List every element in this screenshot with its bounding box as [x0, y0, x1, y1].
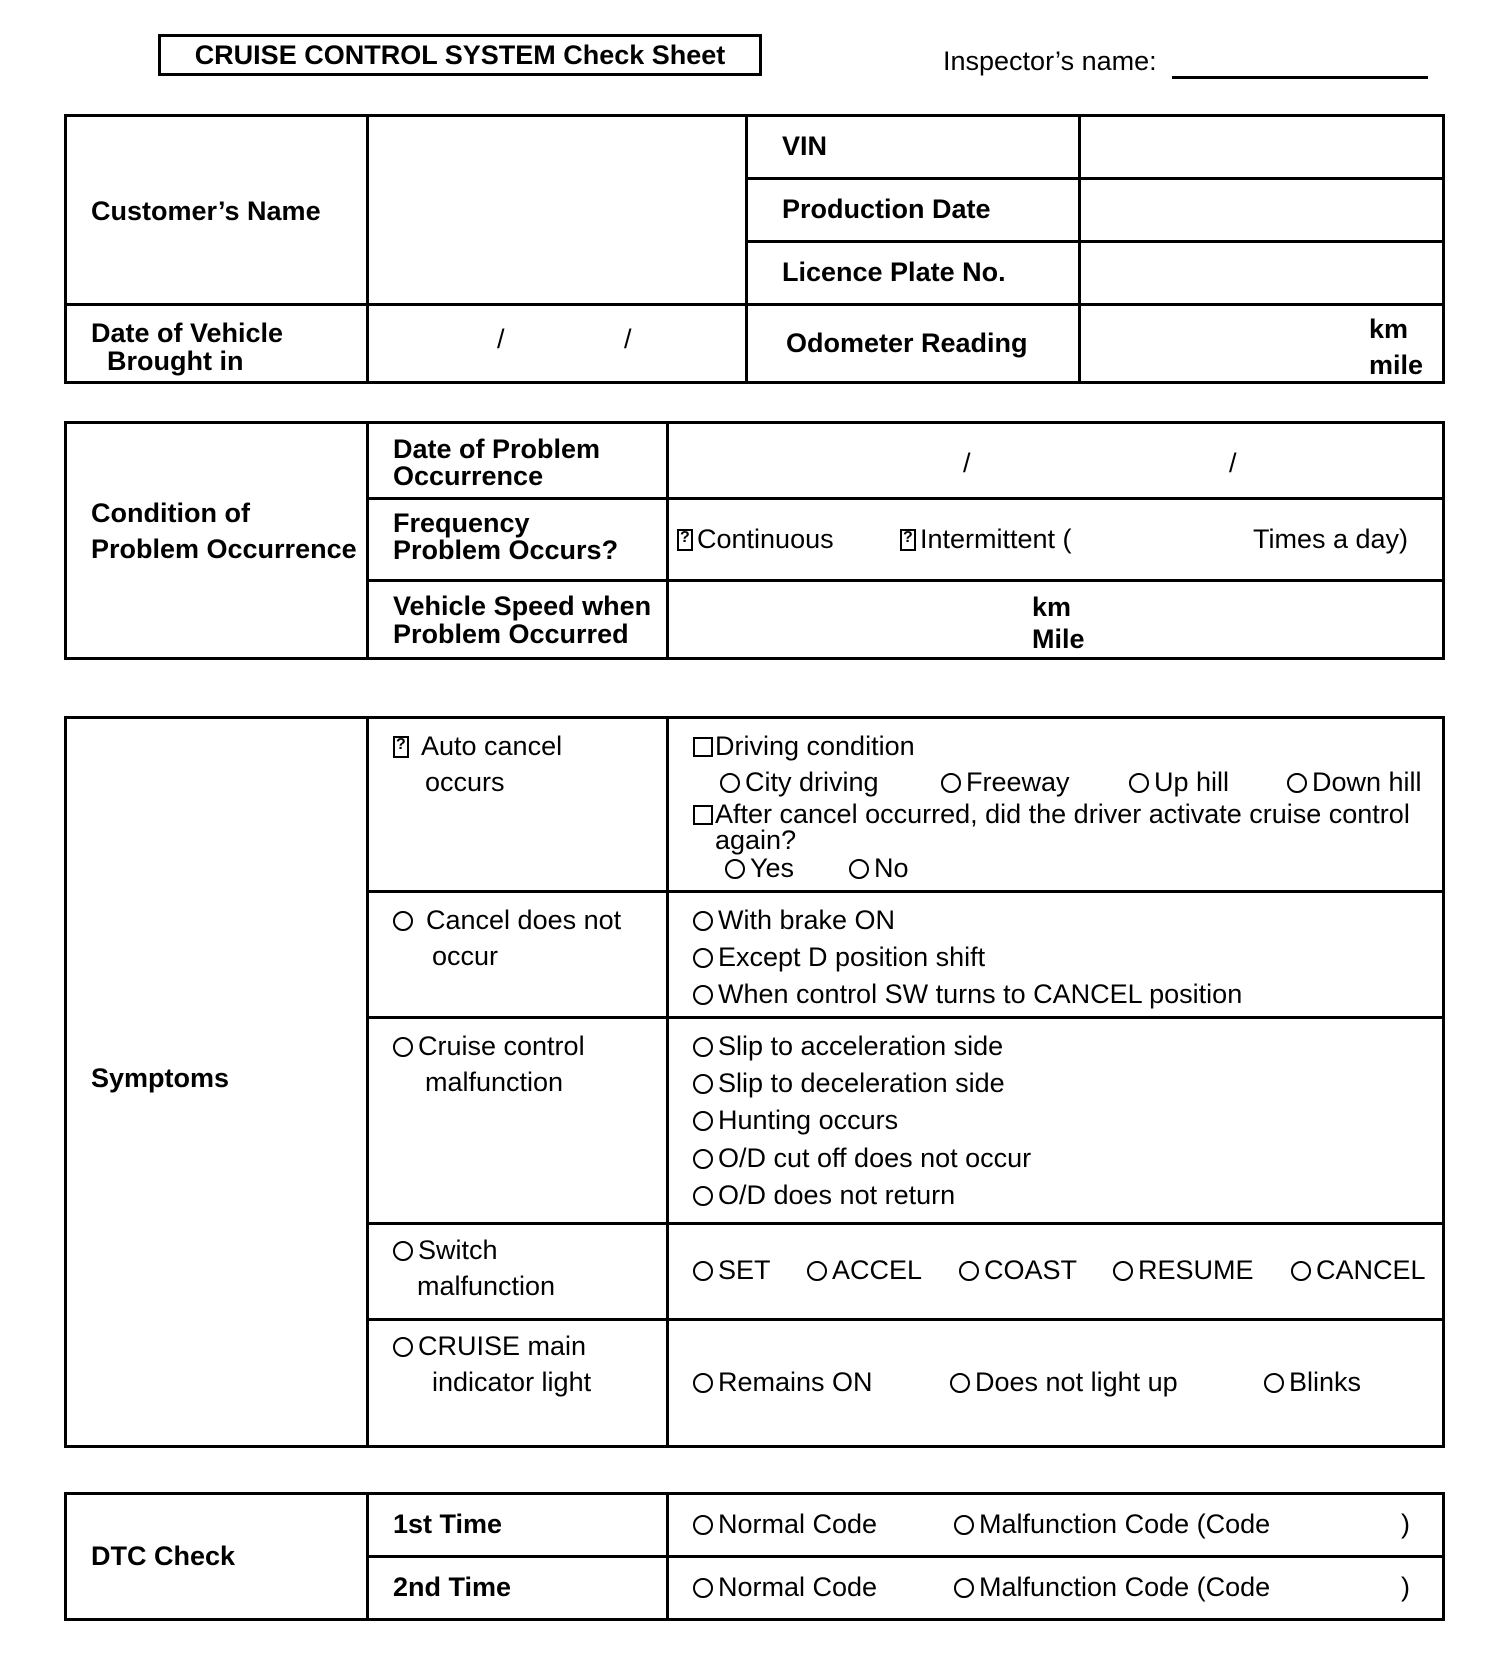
frequency-label-line1: Frequency — [393, 508, 530, 538]
auto-cancel-details — [668, 718, 1444, 892]
no-option[interactable] — [849, 853, 909, 883]
control-sw-option[interactable] — [693, 979, 1242, 1009]
driving-condition-option[interactable] — [693, 731, 915, 761]
up-hill-label: Up hill — [1154, 767, 1230, 797]
first-normal-code-option[interactable] — [693, 1509, 877, 1539]
brake-on-option[interactable] — [693, 905, 895, 935]
checkbox-icon[interactable] — [693, 805, 713, 825]
vehicle-info-table — [64, 114, 1445, 384]
radio-icon[interactable] — [1264, 1373, 1284, 1393]
odometer-unit-km: km — [1369, 314, 1409, 344]
radio-icon[interactable] — [693, 1037, 713, 1057]
malfunction-code-label: Malfunction Code (Code — [979, 1509, 1271, 1539]
no-light-option[interactable] — [950, 1367, 1178, 1397]
symptoms-table — [64, 716, 1445, 1448]
date-separator: / — [963, 448, 971, 478]
date-brought-label-line1: Date of Vehicle — [91, 318, 284, 348]
slip-accel-option[interactable] — [693, 1031, 1003, 1061]
checkbox-icon[interactable] — [900, 529, 916, 551]
coast-option[interactable] — [959, 1255, 1077, 1285]
radio-icon[interactable] — [959, 1261, 979, 1281]
cruise-malfunction-details — [668, 1018, 1444, 1224]
hunting-label: Hunting occurs — [718, 1105, 899, 1135]
driving-condition-label: Driving condition — [715, 731, 915, 761]
slip-decel-option[interactable] — [693, 1068, 1005, 1098]
date-separator: / — [624, 324, 632, 354]
odometer-label: Odometer Reading — [786, 328, 1028, 358]
radio-icon[interactable] — [693, 1261, 713, 1281]
production-date-label: Production Date — [782, 194, 991, 224]
checkbox-icon[interactable] — [677, 529, 693, 551]
frequency-field — [668, 499, 1444, 581]
speed-unit-km: km — [1032, 592, 1072, 622]
radio-icon[interactable] — [693, 1149, 713, 1169]
yes-label: Yes — [750, 853, 795, 883]
radio-icon[interactable] — [693, 1111, 713, 1131]
normal-code-label: Normal Code — [718, 1572, 878, 1602]
cancel-not-occur-cell — [368, 892, 668, 1018]
vin-field[interactable] — [1080, 116, 1444, 179]
checkbox-icon[interactable] — [693, 737, 713, 757]
od-return-option[interactable] — [693, 1180, 955, 1210]
yes-option[interactable] — [725, 853, 794, 883]
times-a-day-label: Times a day) — [1253, 524, 1409, 554]
problem-date-field[interactable] — [668, 423, 1444, 499]
indicator-label: CRUISE main — [418, 1331, 587, 1361]
symptoms-label-cell — [66, 718, 368, 1447]
brake-on-label: With brake ON — [718, 905, 896, 935]
radio-icon[interactable] — [693, 985, 713, 1005]
switch-malfunction-label: Switch — [418, 1235, 498, 1265]
od-cut-label: O/D cut off does not occur — [718, 1143, 1032, 1173]
radio-icon[interactable] — [1129, 773, 1149, 793]
radio-icon[interactable] — [393, 1241, 413, 1261]
cruise-malfunction-option[interactable] — [393, 1031, 585, 1061]
production-date-label-cell — [747, 179, 1080, 242]
freeway-label: Freeway — [966, 767, 1070, 797]
dtc-label-cell — [66, 1494, 368, 1620]
first-time-label-cell — [368, 1494, 668, 1557]
date-brought-label-line2: Brought in — [107, 346, 244, 376]
od-cut-option[interactable] — [693, 1143, 1031, 1173]
speed-field[interactable] — [668, 581, 1444, 659]
odometer-label-cell — [747, 305, 1080, 383]
accel-label: ACCEL — [832, 1255, 923, 1285]
radio-icon[interactable] — [393, 1037, 413, 1057]
condition-label-line1: Condition of — [91, 498, 250, 528]
set-option[interactable] — [693, 1255, 771, 1285]
dtc-table — [64, 1492, 1445, 1621]
radio-icon[interactable] — [950, 1373, 970, 1393]
first-time-label: 1st Time — [393, 1509, 503, 1539]
except-d-option[interactable] — [693, 942, 985, 972]
switch-malfunction-label-line2: malfunction — [417, 1271, 556, 1301]
radio-icon[interactable] — [393, 1337, 413, 1357]
problem-date-label-line1: Date of Problem — [393, 434, 601, 464]
malfunction-code-label: Malfunction Code (Code — [979, 1572, 1271, 1602]
first-time-field — [668, 1494, 1444, 1557]
cancel-not-occur-label-line2: occur — [432, 941, 499, 971]
auto-cancel-label-line2: occurs — [425, 767, 505, 797]
radio-icon[interactable] — [693, 1186, 713, 1206]
checkbox-icon[interactable] — [393, 736, 409, 758]
radio-icon[interactable] — [725, 859, 745, 879]
radio-icon[interactable] — [693, 948, 713, 968]
radio-icon[interactable] — [693, 1373, 713, 1393]
radio-icon[interactable] — [807, 1261, 827, 1281]
no-light-label: Does not light up — [975, 1367, 1178, 1397]
no-label: No — [874, 853, 909, 883]
inspector-name-field[interactable] — [1172, 76, 1428, 79]
auto-cancel-label: Auto cancel — [421, 731, 563, 761]
remains-on-option[interactable] — [693, 1367, 873, 1397]
radio-icon[interactable] — [693, 1578, 713, 1598]
condition-label-line2: Problem Occurrence — [91, 534, 357, 564]
odometer-field[interactable] — [1080, 305, 1444, 383]
down-hill-option[interactable] — [1287, 767, 1422, 797]
close-paren: ) — [1401, 1572, 1410, 1602]
radio-icon[interactable] — [720, 773, 740, 793]
indicator-details — [668, 1320, 1444, 1447]
resume-option[interactable] — [1113, 1255, 1254, 1285]
radio-icon[interactable] — [941, 773, 961, 793]
vin-label: VIN — [782, 131, 828, 161]
licence-plate-label-cell — [747, 242, 1080, 305]
licence-plate-label: Licence Plate No. — [782, 257, 1006, 287]
odometer-unit-mile: mile — [1369, 350, 1424, 380]
speed-label-line1: Vehicle Speed when — [393, 591, 652, 621]
coast-label: COAST — [984, 1255, 1078, 1285]
switch-malfunction-cell — [368, 1224, 668, 1320]
indicator-label-line2: indicator light — [432, 1367, 592, 1397]
radio-icon[interactable] — [393, 911, 413, 931]
customer-name-field[interactable] — [368, 116, 747, 305]
radio-icon[interactable] — [693, 911, 713, 931]
control-sw-label: When control SW turns to CANCEL position — [718, 979, 1243, 1009]
vin-label-cell — [747, 116, 1080, 179]
after-cancel-label-line2: again? — [715, 825, 797, 855]
cruise-malfunction-label-line2: malfunction — [425, 1067, 564, 1097]
cancel-not-occur-details — [668, 892, 1444, 1018]
city-driving-label: City driving — [745, 767, 879, 797]
radio-icon[interactable] — [849, 859, 869, 879]
form-title: CRUISE CONTROL SYSTEM Check Sheet — [158, 34, 762, 76]
frequency-label-line2: Problem Occurs? — [393, 535, 619, 565]
speed-unit-mile: Mile — [1032, 624, 1085, 654]
production-date-field[interactable] — [1080, 179, 1444, 242]
switch-malfunction-option[interactable] — [393, 1235, 498, 1265]
hunting-option[interactable] — [693, 1105, 898, 1135]
resume-label: RESUME — [1138, 1255, 1254, 1285]
radio-icon[interactable] — [1287, 773, 1307, 793]
second-malfunction-code-option[interactable] — [954, 1572, 1270, 1602]
radio-icon[interactable] — [954, 1578, 974, 1598]
continuous-option[interactable] — [677, 524, 834, 554]
intermittent-option[interactable] — [900, 524, 1072, 554]
customer-name-label: Customer’s Name — [91, 196, 321, 226]
customer-name-label-cell — [66, 116, 368, 305]
condition-label-cell — [66, 423, 368, 659]
cruise-malfunction-label: Cruise control — [418, 1031, 585, 1061]
frequency-label-cell — [368, 499, 668, 581]
cancel-option[interactable] — [1291, 1255, 1426, 1285]
inspector-name-label: Inspector’s name: — [943, 46, 1157, 76]
second-time-field — [668, 1557, 1444, 1620]
continuous-label: Continuous — [697, 524, 834, 554]
accel-option[interactable] — [807, 1255, 922, 1285]
radio-icon[interactable] — [954, 1515, 974, 1535]
intermittent-label: Intermittent ( — [920, 524, 1072, 554]
radio-icon[interactable] — [693, 1515, 713, 1535]
except-d-label: Except D position shift — [718, 942, 986, 972]
up-hill-option[interactable] — [1129, 767, 1229, 797]
first-malfunction-code-option[interactable] — [954, 1509, 1270, 1539]
condition-table — [64, 421, 1445, 660]
auto-cancel-option[interactable] — [393, 731, 562, 761]
symptoms-label: Symptoms — [91, 1063, 230, 1093]
licence-plate-field[interactable] — [1080, 242, 1444, 305]
speed-label-line2: Problem Occurred — [393, 619, 629, 649]
second-time-label-cell — [368, 1557, 668, 1620]
date-separator: / — [1229, 448, 1237, 478]
down-hill-label: Down hill — [1312, 767, 1422, 797]
switch-malfunction-details — [668, 1224, 1444, 1320]
slip-accel-label: Slip to acceleration side — [718, 1031, 1004, 1061]
second-time-label: 2nd Time — [393, 1572, 512, 1602]
problem-date-label-line2: Occurrence — [393, 461, 544, 491]
od-return-label: O/D does not return — [718, 1180, 956, 1210]
radio-icon[interactable] — [693, 1074, 713, 1094]
cancel-not-occur-label: Cancel does not — [426, 905, 622, 935]
dtc-label: DTC Check — [91, 1541, 236, 1571]
freeway-option[interactable] — [941, 767, 1070, 797]
city-driving-option[interactable] — [720, 767, 879, 797]
auto-cancel-cell — [368, 718, 668, 892]
indicator-option[interactable] — [393, 1331, 586, 1361]
second-normal-code-option[interactable] — [693, 1572, 877, 1602]
set-label: SET — [718, 1255, 771, 1285]
remains-on-label: Remains ON — [718, 1367, 873, 1397]
normal-code-label: Normal Code — [718, 1509, 878, 1539]
speed-label-cell — [368, 581, 668, 659]
after-cancel-option[interactable] — [693, 799, 1410, 829]
date-brought-field[interactable] — [368, 305, 747, 383]
date-separator: / — [497, 324, 505, 354]
close-paren: ) — [1401, 1509, 1410, 1539]
date-brought-label-cell — [66, 305, 368, 383]
indicator-cell — [368, 1320, 668, 1447]
blinks-option[interactable] — [1264, 1367, 1361, 1397]
slip-decel-label: Slip to deceleration side — [718, 1068, 1005, 1098]
blinks-label: Blinks — [1289, 1367, 1362, 1397]
radio-icon[interactable] — [1113, 1261, 1133, 1281]
after-cancel-label: After cancel occurred, did the driver activate cruise control — [715, 799, 1410, 829]
problem-date-label-cell — [368, 423, 668, 499]
cruise-malfunction-cell — [368, 1018, 668, 1224]
cancel-not-occur-option[interactable] — [393, 905, 621, 935]
radio-icon[interactable] — [1291, 1261, 1311, 1281]
cancel-label: CANCEL — [1316, 1255, 1426, 1285]
